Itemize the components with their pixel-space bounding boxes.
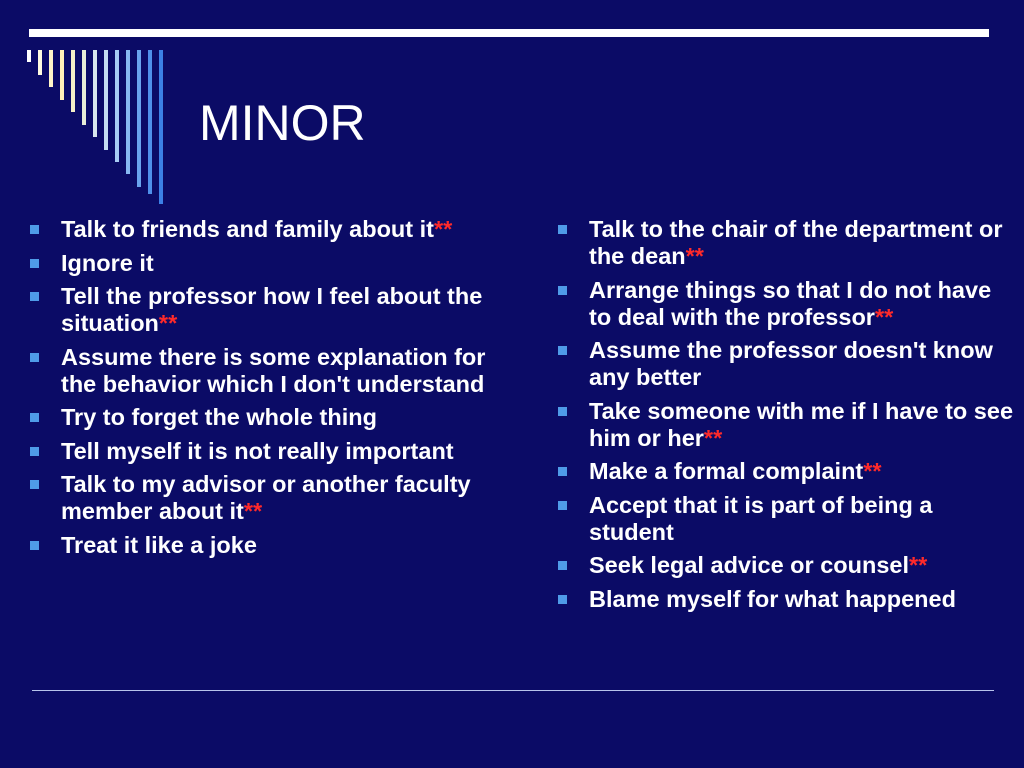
list-item-text: Blame myself for what happened — [589, 585, 956, 612]
list-item-text: Arrange things so that I do not have to deal with the professor — [589, 276, 992, 330]
square-bullet-icon — [558, 595, 567, 604]
square-bullet-icon — [30, 225, 39, 234]
decorative-bar — [82, 50, 86, 125]
list-item — [558, 552, 1018, 579]
list-item — [30, 344, 500, 398]
square-bullet-icon — [558, 407, 567, 416]
bottom-rule — [32, 690, 994, 691]
list-item-text: Treat it like a joke — [61, 531, 257, 558]
list-item — [30, 532, 500, 559]
list-item-text: Assume the professor doesn't know any better — [589, 337, 993, 390]
list-item — [30, 471, 500, 525]
asterisk-mark: ** — [158, 310, 178, 336]
square-bullet-icon — [30, 259, 39, 268]
square-bullet-icon — [558, 225, 567, 234]
left-bullet-list — [30, 216, 500, 565]
list-item-text: Talk to my advisor or another faculty member about it — [61, 471, 471, 524]
list-item-text: Seek legal advice or counsel — [589, 552, 910, 578]
list-item — [558, 277, 1018, 331]
asterisk-mark: ** — [703, 424, 723, 451]
square-bullet-icon — [558, 501, 567, 510]
decorative-bars — [0, 0, 180, 210]
list-item-text: Accept that it is part of being a student — [589, 491, 933, 545]
decorative-bar — [104, 50, 108, 150]
asterisk-mark: ** — [243, 498, 263, 524]
list-item-text: Tell myself it is not really important — [61, 437, 454, 464]
square-bullet-icon — [30, 413, 39, 422]
decorative-bar — [27, 50, 31, 62]
list-item — [30, 404, 500, 431]
square-bullet-icon — [30, 541, 39, 550]
decorative-bar — [60, 50, 64, 100]
square-bullet-icon — [558, 467, 567, 476]
decorative-bar — [115, 50, 119, 162]
list-item — [558, 458, 1018, 485]
decorative-bar — [159, 50, 163, 204]
asterisk-mark: ** — [434, 216, 453, 242]
list-item — [558, 492, 1018, 546]
asterisk-mark: ** — [685, 243, 704, 269]
list-item-text: Assume there is some explanation for the behavior which I don't understand — [61, 343, 486, 397]
list-item-text: Talk to the chair of the department or the dean — [589, 216, 1003, 269]
list-item — [558, 586, 1018, 613]
square-bullet-icon — [30, 353, 39, 362]
list-item — [30, 250, 500, 277]
decorative-bar — [49, 50, 53, 87]
list-item-text: Talk to friends and family about it — [61, 216, 434, 242]
list-item-text: Try to forget the whole thing — [61, 404, 377, 430]
asterisk-mark: ** — [863, 458, 882, 484]
square-bullet-icon — [30, 447, 39, 456]
list-item — [558, 216, 1018, 270]
list-item — [558, 398, 1018, 452]
square-bullet-icon — [558, 286, 567, 295]
list-item-text: Tell the professor how I feel about the situation — [61, 283, 483, 336]
decorative-bar — [137, 50, 141, 187]
list-item-text: Make a formal complaint — [589, 458, 864, 484]
slide-title: MINOR — [199, 95, 366, 151]
list-item — [558, 337, 1018, 391]
decorative-bar — [93, 50, 97, 137]
decorative-bar — [38, 50, 42, 75]
decorative-bar — [148, 50, 152, 194]
list-item — [30, 283, 500, 337]
list-item-text: Ignore it — [61, 249, 154, 276]
square-bullet-icon — [558, 561, 567, 570]
asterisk-mark: ** — [909, 552, 928, 578]
right-bullet-list — [558, 216, 1018, 619]
square-bullet-icon — [30, 292, 39, 301]
list-item — [30, 438, 500, 465]
asterisk-mark: ** — [874, 303, 894, 330]
list-item — [30, 216, 500, 243]
square-bullet-icon — [558, 346, 567, 355]
square-bullet-icon — [30, 480, 39, 489]
decorative-bar — [71, 50, 75, 112]
list-item-text: Take someone with me if I have to see him or her — [589, 397, 1014, 451]
decorative-bar — [126, 50, 130, 174]
